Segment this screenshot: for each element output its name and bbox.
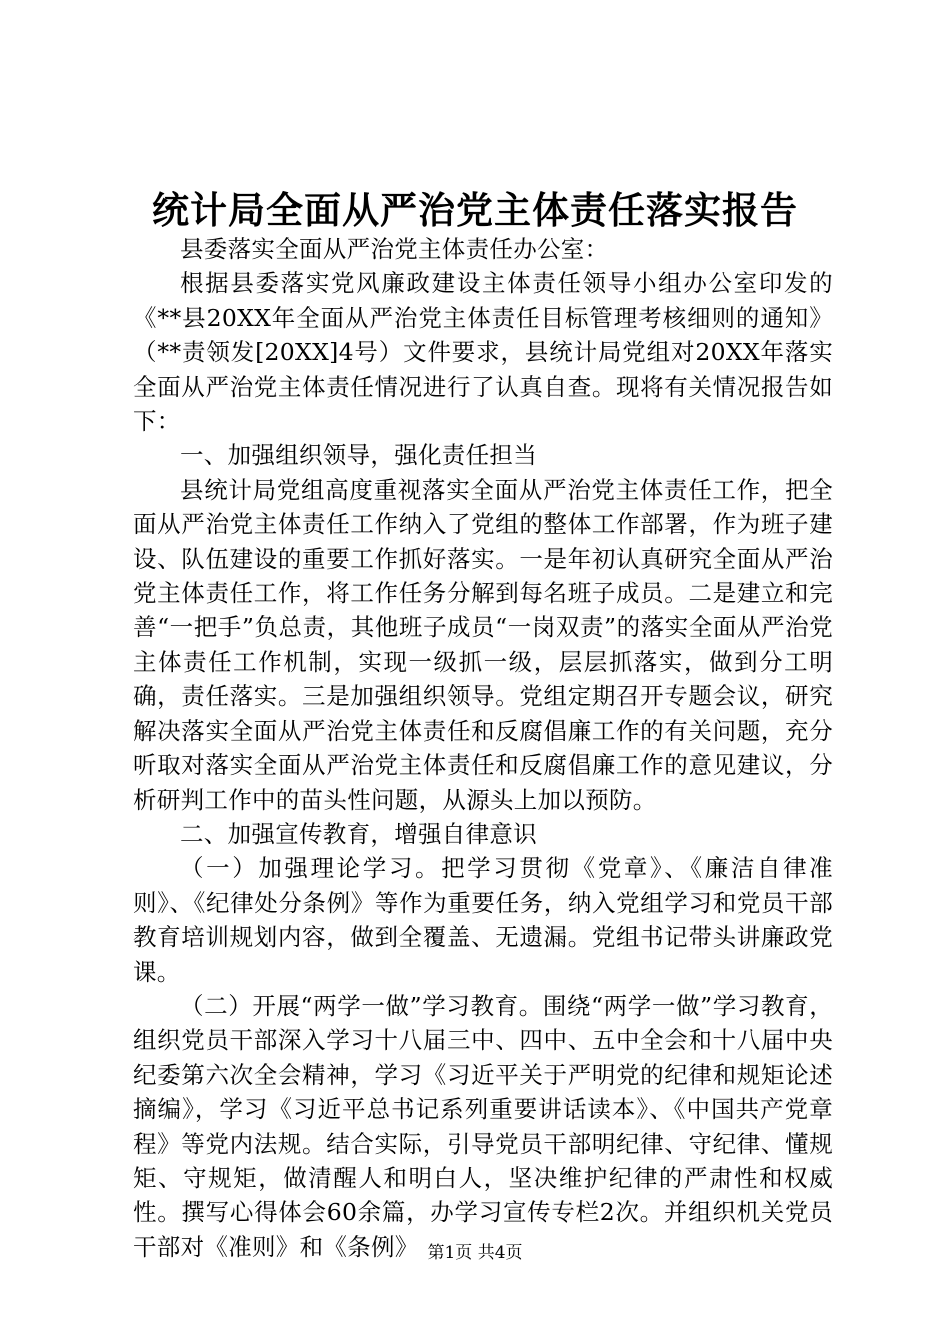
- document-title: 统计局全面从严治党主体责任落实报告: [152, 188, 798, 232]
- subsection-2-paragraph: （二）开展“两学一做”学习教育。围绕“两学一做”学习教育，组织党员干部深入学习十八届三中、四中、五中全会和十八届中央纪委第六次全会精神，学习《习近平关于严明党的纪律和规矩论述摘编》，学习《习近平总书记系列重要讲话读本》、《中国共产党章程》等党内法规。结合实际，引导党员干部明纪律、守纪律、懂规矩、守规矩，做清醒人和明白人，坚决维护纪律的严肃性和权威性。撰写心得体会60余篇，办学习宣传专栏2次。并组织机关党员干部对《准则》和《条例》: [133, 991, 833, 1261]
- section-heading-1: 一、加强组织领导，强化责任担当: [180, 441, 537, 470]
- section-1-paragraph: 县统计局党组高度重视落实全面从严治党主体责任工作，把全面从严治党主体责任工作纳入了党组的整体工作部署，作为班子建设、队伍建设的重要工作抓好落实。一是年初认真研究全面从严治党主体责任工作，将工作任务分解到每名班子成员。二是建立和完善“一把手”负总责，其他班子成员“一岗双责”的落实全面从严治党主体责任工作机制，实现一级抓一级，层层抓落实，做到分工明确，责任落实。三是加强组织领导。党组定期召开专题会议，研究解决落实全面从严治党主体责任和反腐倡廉工作的有关问题，充分听取对落实全面从严治党主体责任和反腐倡廉工作的意见建议，分析研判工作中的苗头性问题，从源头上加以预防。: [133, 475, 833, 814]
- section-heading-2: 二、加强宣传教育，增强自律意识: [180, 819, 537, 848]
- document-body: [133, 232, 833, 1264]
- addressee-line: 县委落实全面从严治党主体责任办公室：: [180, 235, 609, 263]
- page-number-footer: 第1页 共4页: [427, 1243, 523, 1263]
- subsection-1-paragraph: （一）加强理论学习。把学习贯彻《党章》、《廉洁自律准则》、《纪律处分条例》等作为重要任务，纳入党组学习和党员干部教育培训规划内容，做到全覆盖、无遗漏。党组书记带头讲廉政党课。: [133, 854, 833, 986]
- intro-paragraph: 根据县委落实党风廉政建设主体责任领导小组办公室印发的《**县20XX年全面从严治党主体责任目标管理考核细则的通知》（**责领发[20XX]4号）文件要求，县统计局党组对20XX年落实全面从严治党主体责任情况进行了认真自查。现将有关情况报告如下：: [133, 269, 833, 436]
